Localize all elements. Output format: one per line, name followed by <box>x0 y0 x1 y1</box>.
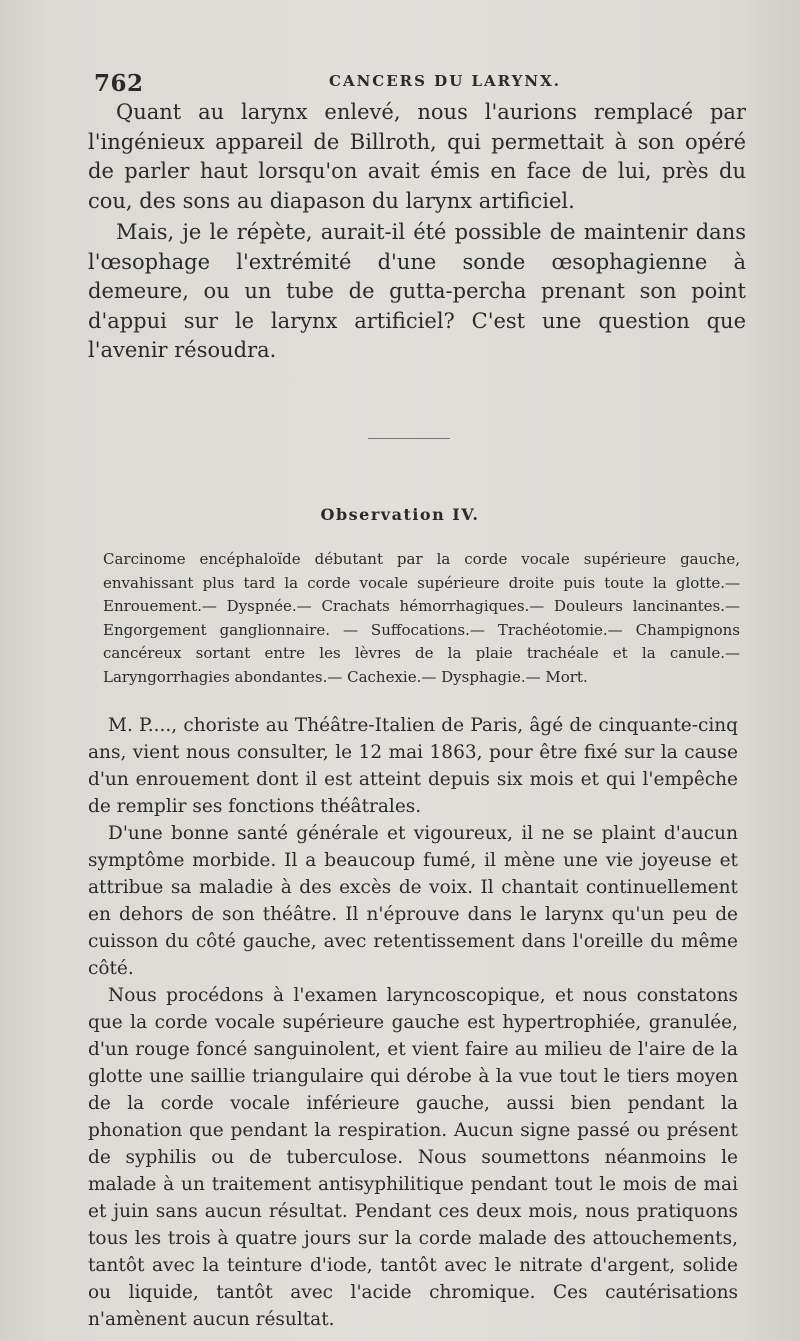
paragraph: M. P...., choriste au Théâtre-Italien de Paris, âgé de cinquante-cinq ans, vient nous consulter, le 12 mai 1863, pour être fixé sur la cause d'un enrouement dont il est atteint depuis six mois et qui l'empêche de remplir ses fonctions théâtrales. <box>88 715 738 817</box>
page-header <box>94 66 744 100</box>
paragraph: Quant au larynx enlevé, nous l'aurions remplacé par l'ingénieux appareil de Billroth, qui permettait à son opéré de parler haut lorsqu'on avait émis en face de lui, près du cou, des sons au diapason du larynx artificiel. <box>88 100 746 213</box>
page-number: 762 <box>94 70 144 97</box>
observation-title: Observation IV. <box>320 505 480 524</box>
paragraph: D'une bonne santé générale et vigoureux, il ne se plaint d'aucun symptôme morbide. Il a beaucoup fumé, il mène une vie joyeuse et attribue sa maladie à des excès de voix. Il chantait continuellement en dehors de son théâtre. Il n'éprouve dans le larynx qu'un peu de cuisson du côté gauche, avec retentissement dans l'oreille du même côté. <box>88 823 738 979</box>
case-text <box>88 712 738 1333</box>
running-head: CANCERS DU LARYNX. <box>329 72 561 90</box>
intro-text <box>88 98 746 366</box>
observation-summary: Carcinome encéphaloïde débutant par la corde vocale supérieure gauche, envahissant plus tard la corde vocale supérieure droite puis toute la glotte.— Enrouement.— Dyspnée.— Crachats hémorrhagiques.— Douleurs lancinantes.— Engorgement ganglionnaire. — Suffocations.— Trachéotomie.— Champignons cancéreux sortant entre les lèvres de la plaie trachéale et la canule.— Laryngorrhagies abondantes.— Cachexie.— Dysphagie.— Mort. <box>103 550 740 686</box>
paragraph: Nous procédons à l'examen laryncoscopique, et nous constatons que la corde vocale supérieure gauche est hypertrophiée, granulée, d'un rouge foncé sanguinolent, et vient faire au milieu de l'aire de la glotte une saillie triangulaire qui dérobe à la vue tout le tiers moyen de la corde vocale inférieure gauche, aussi bien pendant la phonation que pendant la respiration. Aucun signe passé ou présent de syphilis ou de tuberculose. Nous soumettons néanmoins le malade à un traitement antisyphilitique pendant tout le mois de mai et juin sans aucun résultat. Pendant ces deux mois, nous pratiquons tous les trois à quatre jours sur la corde malade des attouchements, tantôt avec la teinture d'iode, tantôt avec le nitrate d'argent, solide ou liquide, tantôt avec l'acide chromique. Ces cautérisations n'amènent aucun résultat. <box>88 985 738 1330</box>
paragraph: Mais, je le répète, aurait-il été possible de maintenir dans l'œsophage l'extrémité d'une sonde œsophagienne à demeure, ou un tube de gutta-percha prenant son point d'appui sur le larynx artificiel? C'est une question que l'avenir résoudra. <box>88 220 746 362</box>
section-divider <box>368 438 450 439</box>
